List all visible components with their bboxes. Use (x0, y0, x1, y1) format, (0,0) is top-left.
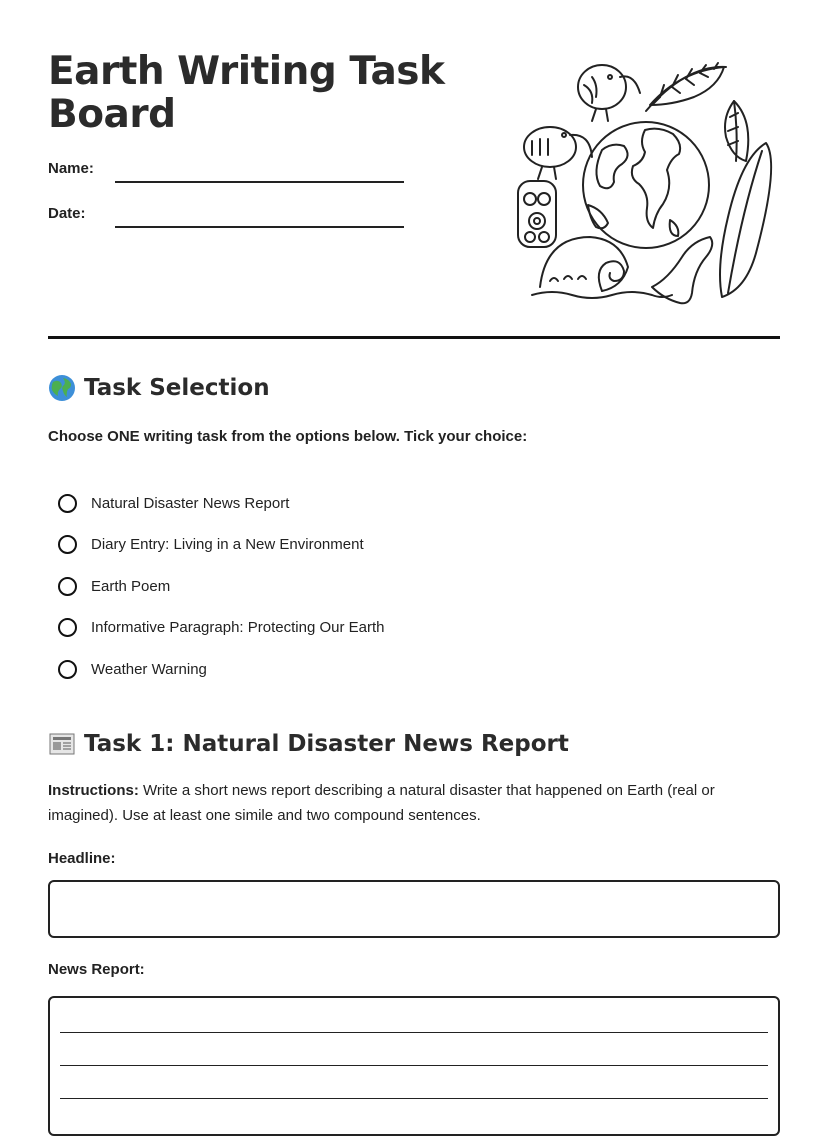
radio-circle[interactable] (58, 577, 77, 596)
section-divider (48, 336, 780, 339)
writing-line (60, 1065, 768, 1066)
shell-icon (540, 237, 628, 291)
name-field[interactable] (48, 160, 408, 190)
task-selection-heading-text: Task Selection (84, 375, 270, 401)
task-selection-instruction: Choose ONE writing task from the options below. Tick your choice: (48, 428, 528, 445)
option-earth-poem[interactable] (58, 573, 170, 599)
globe-emoji-icon (48, 374, 76, 402)
fern-leaf-icon (646, 63, 726, 111)
instructions-label: Instructions: (48, 782, 139, 799)
task1-instructions (48, 778, 748, 828)
kiwi-bird-icon (578, 65, 640, 121)
option-label: Weather Warning (91, 660, 207, 678)
option-diary-entry[interactable] (58, 531, 364, 557)
leaf-icon (725, 101, 748, 161)
writing-line (60, 1098, 768, 1099)
globe-icon (583, 122, 709, 248)
task1-heading (48, 730, 569, 758)
option-informative-paragraph[interactable] (58, 614, 384, 640)
radio-circle[interactable] (58, 618, 77, 637)
date-line[interactable] (115, 226, 404, 228)
date-field[interactable] (48, 205, 408, 235)
name-label: Name: (48, 160, 94, 177)
news-report-label: News Report: (48, 961, 145, 978)
option-label: Diary Entry: Living in a New Environment (91, 535, 364, 553)
task1-heading-text: Task 1: Natural Disaster News Report (84, 731, 569, 757)
maori-carving-icon (518, 181, 556, 247)
page-title: Earth Writing Task Board (48, 49, 445, 137)
option-label: Informative Paragraph: Protecting Our Earth (91, 618, 385, 636)
surfboard-icon (720, 143, 771, 297)
date-label: Date: (48, 205, 86, 222)
option-label: Earth Poem (91, 577, 171, 595)
newspaper-emoji-icon (48, 730, 76, 758)
option-weather-warning[interactable] (58, 656, 207, 682)
radio-circle[interactable] (58, 494, 77, 513)
earth-illustration (510, 55, 780, 310)
name-line[interactable] (115, 181, 404, 183)
writing-line (60, 1032, 768, 1033)
instructions-text: Write a short news report describing a natural disaster that happened on Earth (real or imagined). Use at least one simile and two compound sentences. (48, 782, 715, 824)
option-natural-disaster-news-report[interactable] (58, 490, 289, 516)
headline-label: Headline: (48, 850, 116, 867)
headline-input[interactable] (48, 880, 780, 938)
option-label: Natural Disaster News Report (91, 494, 290, 512)
radio-circle[interactable] (58, 660, 77, 679)
news-report-input[interactable] (48, 996, 780, 1136)
radio-circle[interactable] (58, 535, 77, 554)
task-selection-heading (48, 374, 270, 402)
kiwi-bird-icon (524, 127, 592, 179)
